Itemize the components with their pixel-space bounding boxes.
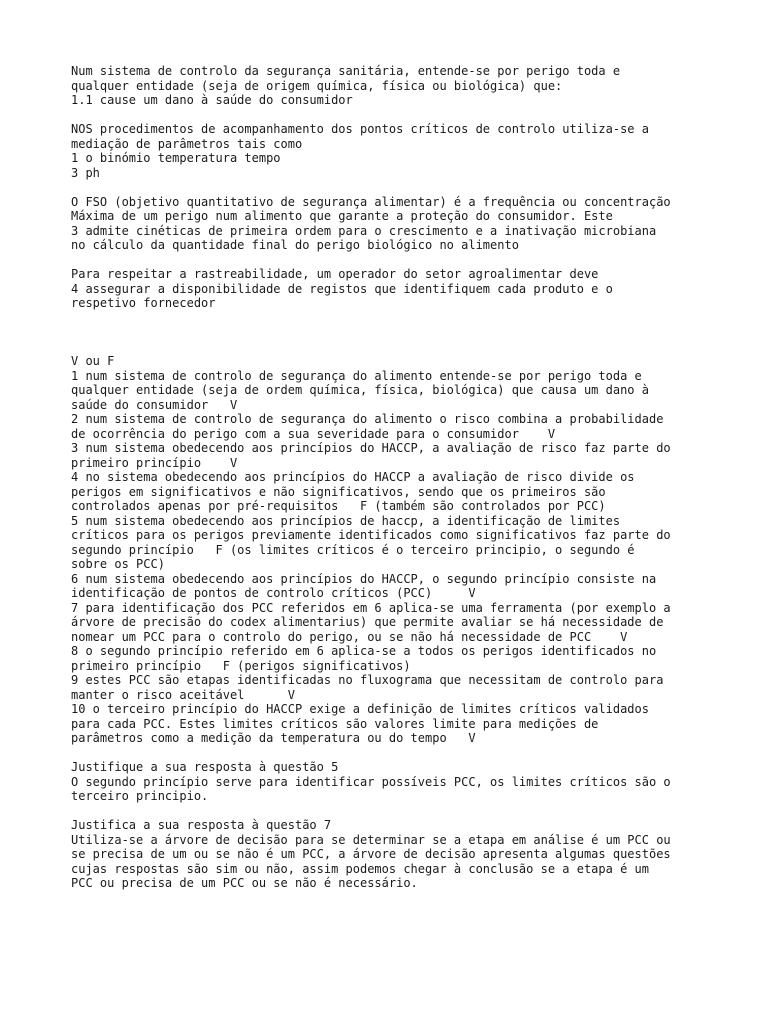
text-line: nomear um PCC para o controlo do perigo, ou se não há necessidade de PCC V bbox=[71, 629, 628, 644]
text-line: 10 o terceiro princípio do HACCP exige a definição de limites críticos validados bbox=[71, 702, 649, 716]
text-line: no cálculo da quantidade final do perigo biológico no alimento bbox=[71, 238, 519, 252]
text-line: parâmetros como a medição da temperatura ou do tempo V bbox=[71, 731, 476, 745]
text-line: O FSO (objetivo quantitativo de segurança alimentar) é a frequência ou concentração bbox=[71, 194, 671, 209]
text-line: qualquer entidade (seja de ordem química, física, biológica) que causa um dano à bbox=[71, 383, 649, 397]
text-line: NOS procedimentos de acompanhamento dos pontos críticos de controlo utiliza-se a bbox=[71, 122, 649, 136]
question-heading: Justifique a sua resposta à questão 5 bbox=[71, 760, 339, 774]
text-line: 1.1 cause um dano à saúde do consumidor bbox=[71, 93, 353, 107]
text-line: 1 num sistema de controlo de segurança do alimento entende-se por perigo toda e bbox=[71, 368, 642, 383]
text-line: identificação de pontos de controlo críticos (PCC) V bbox=[71, 586, 476, 600]
answer-question-7 bbox=[71, 818, 761, 891]
text-line: qualquer entidade (seja de origem química, física ou biológica) que: bbox=[71, 78, 563, 93]
text-line: sobre os PCC) bbox=[71, 557, 165, 571]
text-line: 9 estes PCC são etapas identificadas no fluxograma que necessitam de controlo para bbox=[71, 673, 664, 687]
text-line: 7 para identificação dos PCC referidos em 6 aplica-se uma ferramenta (por exemplo a bbox=[71, 600, 671, 615]
text-line: se precisa de um ou se não é um PCC, a árvore de decisão apresenta algumas questões bbox=[71, 847, 671, 861]
paragraph-pcc-monitoring bbox=[71, 122, 761, 180]
text-line: 8 o segundo princípio referido em 6 aplica-se a todos os perigos identificados no bbox=[71, 644, 657, 658]
paragraph-perigo-definition bbox=[71, 64, 761, 108]
text-line: O segundo princípio serve para identificar possíveis PCC, os limites críticos são o bbox=[71, 774, 671, 789]
text-line: manter o risco aceitável V bbox=[71, 687, 295, 702]
text-line: saúde do consumidor V bbox=[71, 397, 238, 412]
text-line: de ocorrência do perigo com a sua severidade para o consumidor V bbox=[71, 426, 556, 441]
text-line: Para respeitar a rastreabilidade, um operador do setor agroalimentar deve bbox=[71, 267, 599, 281]
text-line: perigos em significativos e não significativos, sendo que os primeiros são bbox=[71, 484, 606, 499]
text-line: árvore de precisão do codex alimentarius) que permite avaliar se há necessidade de bbox=[71, 615, 664, 629]
text-line: primeiro princípio F (perigos significativos) bbox=[71, 658, 411, 673]
text-line: respetivo fornecedor bbox=[71, 296, 216, 310]
text-line: para cada PCC. Estes limites críticos são valores limite para medições de bbox=[71, 716, 599, 731]
text-line: 4 no sistema obedecendo aos princípios do HACCP a avaliação de risco divide os bbox=[71, 470, 635, 484]
text-line: 3 admite cinéticas de primeira ordem para o crescimento e a inativação microbiana bbox=[71, 223, 657, 238]
text-line: terceiro principio. bbox=[71, 789, 209, 803]
text-line: 4 assegurar a disponibilidade de registos que identifiquem cada produto e o bbox=[71, 281, 613, 296]
text-line: segundo princípio F (os limites críticos é o terceiro principio, o segundo é bbox=[71, 542, 635, 557]
document-page bbox=[71, 64, 761, 891]
text-line: 3 ph bbox=[71, 165, 100, 180]
text-line: PCC ou precisa de um PCC ou se não é necessário. bbox=[71, 876, 418, 890]
text-line: críticos para os perigos previamente identificados como significativos faz parte do bbox=[71, 528, 671, 542]
paragraph-rastreabilidade bbox=[71, 267, 761, 311]
text-line: mediação de parâmetros tais como bbox=[71, 136, 303, 151]
answer-question-5 bbox=[71, 760, 761, 804]
text-line: cujas respostas são sim ou não, assim podemos chegar à conclusão se a etapa é um bbox=[71, 861, 649, 876]
text-line: Máxima de um perigo num alimento que garante a proteção do consumidor. Este bbox=[71, 209, 613, 223]
text-line: Utiliza-se a árvore de decisão para se determinar se a etapa em análise é um PCC ou bbox=[71, 832, 671, 847]
true-false-list bbox=[71, 354, 761, 746]
text-line: 2 num sistema de controlo de segurança do alimento o risco combina a probabilidade bbox=[71, 412, 664, 426]
paragraph-fso bbox=[71, 195, 761, 253]
question-heading: Justifica a sua resposta à questão 7 bbox=[71, 818, 332, 832]
text-line: 3 num sistema obedecendo aos princípios do HACCP, a avaliação de risco faz parte do bbox=[71, 441, 671, 455]
text-line: primeiro princípio V bbox=[71, 455, 238, 470]
section-heading: V ou F bbox=[71, 354, 115, 368]
text-line: 5 num sistema obedecendo aos princípios de haccp, a identificação de limites bbox=[71, 513, 621, 528]
text-line: 1 o binómio temperatura tempo bbox=[71, 151, 281, 165]
text-line: 6 num sistema obedecendo aos princípios do HACCP, o segundo princípio consiste na bbox=[71, 571, 657, 586]
text-line: controlados apenas por pré-requisitos F (também são controlados por PCC) bbox=[71, 499, 606, 513]
text-line: Num sistema de controlo da segurança sanitária, entende-se por perigo toda e bbox=[71, 64, 621, 78]
